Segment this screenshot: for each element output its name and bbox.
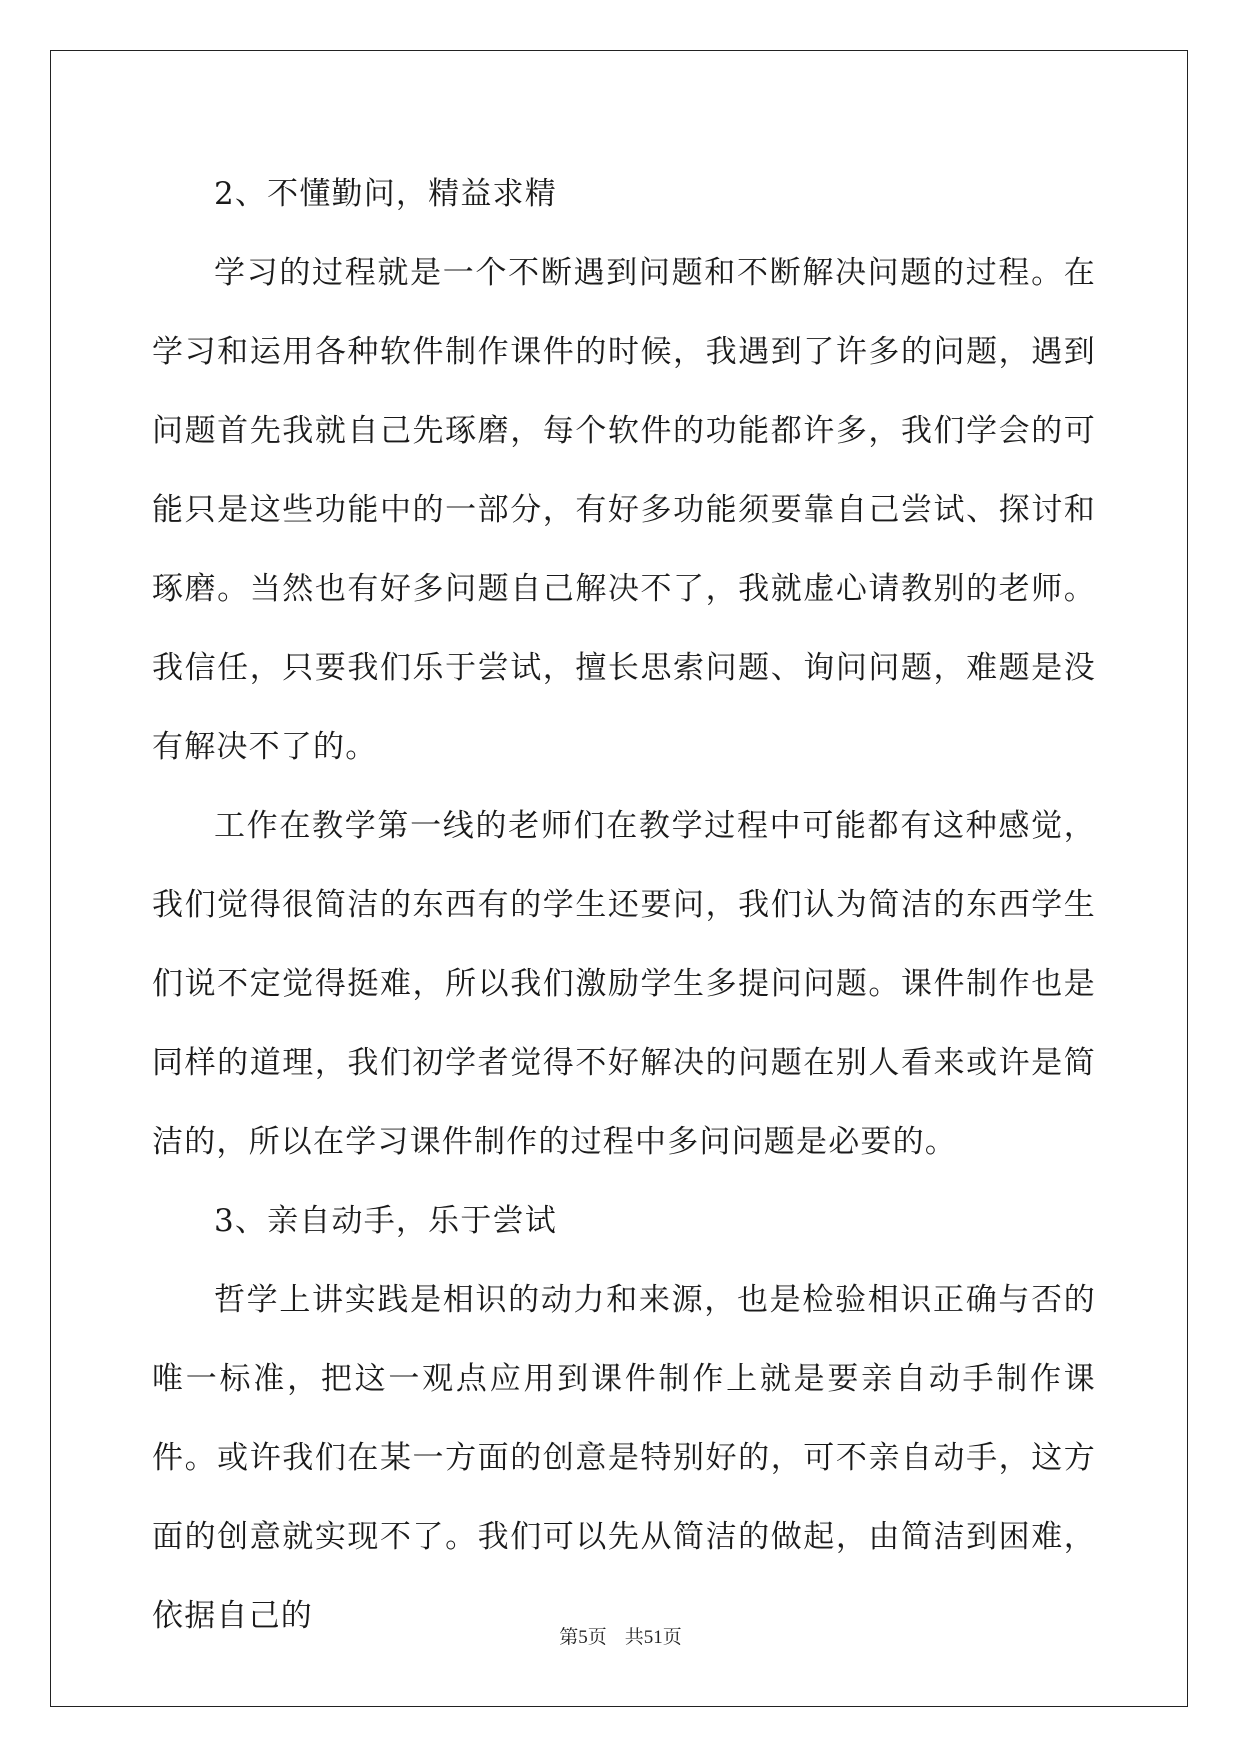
paragraph: 工作在教学第一线的老师们在教学过程中可能都有这种感觉，我们觉得很简洁的东西有的学生还要问，我们认为简洁的东西学生们说不定觉得挺难，所以我们激励学生多提问问题。课件制作也是同样的道理，我们初学者觉得不好解决的问题在别人看来或许是简洁的，所以在学习课件制作的过程中多问问题是必要的。 (152, 808, 1096, 1160)
total-suffix: 页 (662, 1627, 682, 1648)
page-footer (0, 1626, 1241, 1650)
section-heading: 2、不懂勤问，精益求精 (214, 176, 557, 212)
paragraph: 哲学上讲实践是相识的动力和来源，也是检验相识正确与否的唯一标准，把这一观点应用到课件制作上就是要亲自动手制作课件。或许我们在某一方面的创意是特别好的，可不亲自动手，这方面的创意就实现不了。我们可以先从简洁的做起，由简洁到困难，依据自己的 (152, 1282, 1096, 1634)
document-body (152, 155, 1096, 1656)
page-suffix: 页 (587, 1627, 607, 1648)
page-number: 5 (578, 1627, 588, 1648)
section-heading: 3、亲自动手，乐于尝试 (214, 1203, 557, 1239)
page-prefix: 第 (559, 1627, 579, 1648)
total-prefix: 共 (624, 1627, 644, 1648)
total-pages: 51 (643, 1627, 663, 1648)
paragraph: 学习的过程就是一个不断遇到问题和不断解决问题的过程。在学习和运用各种软件制作课件的时候，我遇到了许多的问题，遇到问题首先我就自己先琢磨，每个软件的功能都许多，我们学会的可能只是这些功能中的一部分，有好多功能须要靠自己尝试、探讨和琢磨。当然也有好多问题自己解决不了，我就虚心请教别的老师。我信任，只要我们乐于尝试，擅长思索问题、询问问题，难题是没有解决不了的。 (152, 255, 1096, 765)
